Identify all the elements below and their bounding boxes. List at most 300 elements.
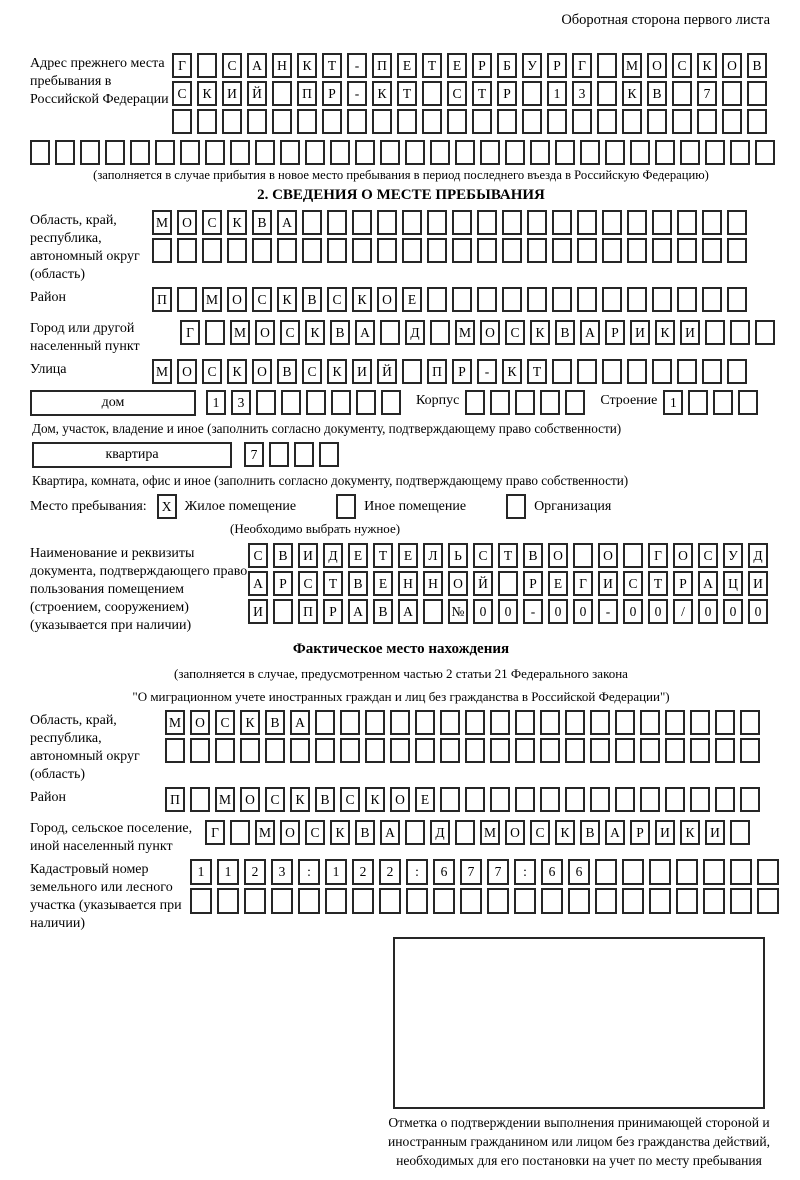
- char-cell: [572, 109, 592, 134]
- char-cell: С: [327, 287, 347, 312]
- street-label: Улица: [30, 362, 67, 377]
- char-cell: [565, 738, 585, 763]
- char-cell: В: [265, 710, 285, 735]
- char-cell: [757, 859, 779, 885]
- char-cell: [727, 287, 747, 312]
- actual-location-note-1: (заполняется в случае, предусмотренном частью 2 статьи 21 Федерального закона: [174, 666, 628, 681]
- char-cell: С: [530, 820, 550, 845]
- char-cell: Д: [323, 543, 343, 568]
- char-cell: [177, 238, 197, 263]
- char-cell: [380, 320, 400, 345]
- char-cell: М: [202, 287, 222, 312]
- actual-region-label: Область, край, республика, автономный округ (область): [30, 713, 140, 782]
- char-cell: [522, 81, 542, 106]
- stay-checkbox-residential: X: [157, 494, 177, 519]
- char-cell: И: [248, 599, 268, 624]
- char-cell: [440, 738, 460, 763]
- char-cell: О: [177, 359, 197, 384]
- char-cell: О: [647, 53, 667, 78]
- char-cell: [652, 238, 672, 263]
- char-cell: С: [473, 543, 493, 568]
- char-cell: [590, 787, 610, 812]
- char-cell: [272, 109, 292, 134]
- char-cell: [702, 238, 722, 263]
- char-cell: К: [197, 81, 217, 106]
- char-cell: [252, 238, 272, 263]
- char-cell: Е: [398, 543, 418, 568]
- char-cell: [676, 888, 698, 914]
- house-number-cells: [206, 390, 406, 415]
- char-cell: Е: [402, 287, 422, 312]
- char-cell: [665, 710, 685, 735]
- char-cell: [627, 359, 647, 384]
- char-cell: [655, 140, 675, 165]
- city-row: [180, 320, 780, 345]
- char-cell: О: [190, 710, 210, 735]
- char-cell: [615, 787, 635, 812]
- actual-district-block: [30, 787, 772, 815]
- stay-type-note: (Необходимо выбрать нужное): [230, 521, 401, 536]
- char-cell: [755, 320, 775, 345]
- char-cell: [597, 81, 617, 106]
- char-cell: [325, 888, 347, 914]
- char-cell: 7: [697, 81, 717, 106]
- char-cell: [530, 140, 550, 165]
- korpus-label: Корпус: [416, 393, 460, 408]
- char-cell: Т: [498, 543, 518, 568]
- char-cell: Р: [273, 571, 293, 596]
- char-cell: Б: [497, 53, 517, 78]
- char-cell: [490, 787, 510, 812]
- stay-type-row: [30, 494, 772, 519]
- char-cell: [727, 238, 747, 263]
- char-cell: [580, 140, 600, 165]
- char-cell: М: [230, 320, 250, 345]
- char-cell: [747, 109, 767, 134]
- char-cell: В: [523, 543, 543, 568]
- char-cell: Е: [447, 53, 467, 78]
- char-cell: [390, 738, 410, 763]
- char-cell: [490, 738, 510, 763]
- char-cell: Л: [423, 543, 443, 568]
- char-cell: [713, 390, 733, 415]
- stroenie-cells: [663, 390, 763, 415]
- char-cell: Е: [415, 787, 435, 812]
- char-cell: Т: [422, 53, 442, 78]
- char-cell: [738, 390, 758, 415]
- char-cell: [665, 738, 685, 763]
- char-cell: С: [302, 359, 322, 384]
- char-cell: [415, 710, 435, 735]
- char-cell: Е: [373, 571, 393, 596]
- char-cell: [455, 140, 475, 165]
- char-cell: С: [305, 820, 325, 845]
- char-cell: [222, 109, 242, 134]
- actual-district-row: [165, 787, 765, 812]
- char-cell: И: [298, 543, 318, 568]
- char-cell: [406, 888, 428, 914]
- char-cell: К: [290, 787, 310, 812]
- char-cell: [380, 140, 400, 165]
- char-cell: С: [202, 210, 222, 235]
- char-cell: А: [277, 210, 297, 235]
- char-cell: К: [327, 359, 347, 384]
- stay-option-residential: Жилое помещение: [184, 498, 297, 514]
- char-cell: [290, 738, 310, 763]
- char-cell: [595, 859, 617, 885]
- stay-type-label: Место пребывания:: [30, 498, 147, 514]
- char-cell: 0: [498, 599, 518, 624]
- char-cell: О: [722, 53, 742, 78]
- char-cell: [280, 140, 300, 165]
- char-cell: [297, 109, 317, 134]
- char-cell: К: [227, 210, 247, 235]
- char-cell: [440, 710, 460, 735]
- char-cell: Ц: [723, 571, 743, 596]
- char-cell: Т: [323, 571, 343, 596]
- street-row: [152, 359, 752, 384]
- char-cell: Т: [373, 543, 393, 568]
- char-cell: 0: [698, 599, 718, 624]
- char-cell: У: [522, 53, 542, 78]
- char-cell: [356, 390, 376, 415]
- char-cell: [590, 738, 610, 763]
- char-cell: [30, 140, 50, 165]
- char-cell: [477, 287, 497, 312]
- char-cell: [565, 710, 585, 735]
- char-cell: Р: [547, 53, 567, 78]
- confirmation-stamp-note: Отметка о подтверждении выполнения принимающей стороной и иностранным гражданином или лицом без гражданства действий, необходимых для его постановки на учет по месту пребывания: [388, 1115, 770, 1168]
- char-cell: [515, 710, 535, 735]
- char-cell: С: [623, 571, 643, 596]
- char-cell: П: [427, 359, 447, 384]
- char-cell: [690, 710, 710, 735]
- char-cell: 0: [473, 599, 493, 624]
- char-cell: [672, 81, 692, 106]
- char-cell: [405, 140, 425, 165]
- char-cell: [552, 238, 572, 263]
- char-cell: [590, 710, 610, 735]
- actual-location-title: Фактическое место нахождения: [292, 641, 510, 657]
- char-cell: [244, 888, 266, 914]
- stay-checkbox-other: [336, 494, 356, 519]
- char-cell: [247, 109, 267, 134]
- char-cell: /: [673, 599, 693, 624]
- char-cell: О: [548, 543, 568, 568]
- char-cell: Т: [527, 359, 547, 384]
- char-cell: [505, 140, 525, 165]
- char-cell: О: [377, 287, 397, 312]
- char-cell: [205, 320, 225, 345]
- char-cell: [652, 210, 672, 235]
- char-cell: [319, 442, 339, 467]
- char-cell: -: [523, 599, 543, 624]
- char-cell: 0: [748, 599, 768, 624]
- char-cell: [352, 888, 374, 914]
- apartment-cells: [244, 442, 344, 467]
- char-cell: [472, 109, 492, 134]
- char-cell: [622, 888, 644, 914]
- char-cell: И: [222, 81, 242, 106]
- char-cell: [477, 210, 497, 235]
- char-cell: [130, 140, 150, 165]
- char-cell: [402, 210, 422, 235]
- char-cell: 1: [206, 390, 226, 415]
- char-cell: [230, 820, 250, 845]
- char-cell: В: [580, 820, 600, 845]
- char-cell: О: [240, 787, 260, 812]
- char-cell: А: [380, 820, 400, 845]
- char-cell: [340, 710, 360, 735]
- char-cell: В: [747, 53, 767, 78]
- char-cell: [630, 140, 650, 165]
- stay-option-other: Иное помещение: [364, 498, 467, 514]
- house-block: [30, 390, 772, 418]
- char-cell: К: [680, 820, 700, 845]
- char-cell: А: [398, 599, 418, 624]
- char-cell: 1: [547, 81, 567, 106]
- stay-option-organization: Организация: [534, 498, 612, 514]
- char-cell: [340, 738, 360, 763]
- confirmation-stamp-box: [393, 937, 765, 1109]
- char-cell: [397, 109, 417, 134]
- char-cell: [677, 210, 697, 235]
- char-cell: Р: [605, 320, 625, 345]
- char-cell: К: [305, 320, 325, 345]
- char-cell: М: [215, 787, 235, 812]
- char-cell: С: [340, 787, 360, 812]
- char-cell: [652, 287, 672, 312]
- char-cell: [705, 320, 725, 345]
- char-cell: [177, 287, 197, 312]
- char-cell: С: [265, 787, 285, 812]
- char-cell: [677, 238, 697, 263]
- char-cell: [647, 109, 667, 134]
- char-cell: -: [347, 53, 367, 78]
- char-cell: [372, 109, 392, 134]
- char-cell: А: [605, 820, 625, 845]
- char-cell: Т: [648, 571, 668, 596]
- char-cell: [577, 210, 597, 235]
- char-cell: С: [672, 53, 692, 78]
- actual-region-block: [30, 710, 772, 784]
- char-cell: [197, 53, 217, 78]
- city-label: Город или другой населенный пункт: [30, 321, 140, 354]
- char-cell: [415, 738, 435, 763]
- char-cell: [702, 359, 722, 384]
- char-cell: [490, 710, 510, 735]
- char-cell: 7: [460, 859, 482, 885]
- char-cell: [277, 238, 297, 263]
- char-cell: [497, 109, 517, 134]
- char-cell: :: [406, 859, 428, 885]
- char-cell: У: [723, 543, 743, 568]
- char-cell: [615, 738, 635, 763]
- char-cell: О: [252, 359, 272, 384]
- char-cell: [302, 238, 322, 263]
- char-cell: 3: [572, 81, 592, 106]
- char-cell: М: [255, 820, 275, 845]
- char-cell: [165, 738, 185, 763]
- char-cell: [422, 109, 442, 134]
- char-cell: 1: [190, 859, 212, 885]
- char-cell: П: [152, 287, 172, 312]
- prev-address-row-4: [30, 140, 772, 165]
- char-cell: [402, 238, 422, 263]
- char-cell: К: [297, 53, 317, 78]
- char-cell: [298, 888, 320, 914]
- char-cell: С: [202, 359, 222, 384]
- char-cell: [552, 210, 572, 235]
- char-cell: В: [302, 287, 322, 312]
- char-cell: [460, 888, 482, 914]
- char-cell: [527, 287, 547, 312]
- cadastral-row-2: [190, 888, 784, 914]
- char-cell: [452, 238, 472, 263]
- cadastral-row-1: [190, 859, 784, 885]
- char-cell: 2: [244, 859, 266, 885]
- char-cell: 1: [325, 859, 347, 885]
- char-cell: [703, 888, 725, 914]
- char-cell: Г: [572, 53, 592, 78]
- char-cell: В: [277, 359, 297, 384]
- char-cell: [622, 859, 644, 885]
- char-cell: :: [514, 859, 536, 885]
- char-cell: С: [447, 81, 467, 106]
- char-cell: П: [297, 81, 317, 106]
- char-cell: [327, 238, 347, 263]
- region-block: [30, 210, 772, 284]
- district-row: [152, 287, 752, 312]
- char-cell: [652, 359, 672, 384]
- char-cell: [490, 390, 510, 415]
- char-cell: О: [480, 320, 500, 345]
- char-cell: [715, 738, 735, 763]
- char-cell: [455, 820, 475, 845]
- char-cell: [331, 390, 351, 415]
- char-cell: [615, 710, 635, 735]
- char-cell: [502, 287, 522, 312]
- char-cell: [755, 140, 775, 165]
- char-cell: Р: [523, 571, 543, 596]
- document-row-1: [248, 543, 773, 568]
- char-cell: С: [172, 81, 192, 106]
- char-cell: И: [598, 571, 618, 596]
- cadastral-rows: [190, 859, 784, 917]
- street-block: [30, 359, 772, 387]
- char-cell: 7: [244, 442, 264, 467]
- prev-address-label: Адрес прежнего места пребывания в Российской Федерации: [30, 56, 169, 107]
- char-cell: [715, 787, 735, 812]
- char-cell: [547, 109, 567, 134]
- char-cell: [680, 140, 700, 165]
- char-cell: [552, 287, 572, 312]
- document-row-2: [248, 571, 773, 596]
- section2-title: 2. СВЕДЕНИЯ О МЕСТЕ ПРЕБЫВАНИЯ: [257, 187, 545, 203]
- char-cell: [649, 859, 671, 885]
- char-cell: [552, 359, 572, 384]
- char-cell: [265, 738, 285, 763]
- char-cell: [315, 738, 335, 763]
- char-cell: [722, 81, 742, 106]
- char-cell: [205, 140, 225, 165]
- char-cell: [427, 210, 447, 235]
- char-cell: 6: [568, 859, 590, 885]
- document-rows: [248, 543, 773, 627]
- char-cell: [294, 442, 314, 467]
- char-cell: [215, 738, 235, 763]
- char-cell: 7: [487, 859, 509, 885]
- char-cell: Й: [247, 81, 267, 106]
- document-row-3: [248, 599, 773, 624]
- char-cell: [597, 109, 617, 134]
- char-cell: 0: [548, 599, 568, 624]
- region-rows: [152, 210, 752, 266]
- char-cell: [757, 888, 779, 914]
- form-page: [0, 43, 800, 1170]
- char-cell: [365, 738, 385, 763]
- char-cell: [269, 442, 289, 467]
- char-cell: 6: [433, 859, 455, 885]
- char-cell: Н: [272, 53, 292, 78]
- char-cell: [527, 238, 547, 263]
- char-cell: В: [373, 599, 393, 624]
- char-cell: А: [247, 53, 267, 78]
- char-cell: М: [480, 820, 500, 845]
- char-cell: П: [372, 53, 392, 78]
- char-cell: С: [505, 320, 525, 345]
- char-cell: [352, 238, 372, 263]
- char-cell: Г: [205, 820, 225, 845]
- char-cell: [577, 238, 597, 263]
- char-cell: В: [252, 210, 272, 235]
- char-cell: 0: [573, 599, 593, 624]
- char-cell: [502, 210, 522, 235]
- char-cell: 2: [379, 859, 401, 885]
- prev-address-row-1: [172, 53, 772, 78]
- char-cell: [55, 140, 75, 165]
- char-cell: [690, 787, 710, 812]
- char-cell: [322, 109, 342, 134]
- char-cell: А: [290, 710, 310, 735]
- char-cell: М: [152, 210, 172, 235]
- char-cell: [487, 888, 509, 914]
- apartment-note: Квартира, комната, офис и иное (заполнить согласно документу, подтверждающему право собственности): [32, 473, 629, 488]
- char-cell: [381, 390, 401, 415]
- char-cell: В: [647, 81, 667, 106]
- char-cell: Ь: [448, 543, 468, 568]
- char-cell: К: [555, 820, 575, 845]
- document-block: [30, 543, 772, 635]
- char-cell: О: [598, 543, 618, 568]
- char-cell: Р: [472, 53, 492, 78]
- char-cell: [627, 287, 647, 312]
- document-label: Наименование и реквизиты документа, подтверждающего право пользования помещением (строением, сооружением) (указывается при наличии): [30, 546, 248, 633]
- char-cell: [577, 359, 597, 384]
- char-cell: В: [273, 543, 293, 568]
- char-cell: К: [330, 820, 350, 845]
- char-cell: А: [248, 571, 268, 596]
- char-cell: №: [448, 599, 468, 624]
- char-cell: [627, 238, 647, 263]
- char-cell: К: [277, 287, 297, 312]
- char-cell: А: [355, 320, 375, 345]
- char-cell: 1: [663, 390, 683, 415]
- char-cell: [273, 599, 293, 624]
- actual-region-rows: [165, 710, 765, 766]
- char-cell: Р: [630, 820, 650, 845]
- char-cell: [688, 390, 708, 415]
